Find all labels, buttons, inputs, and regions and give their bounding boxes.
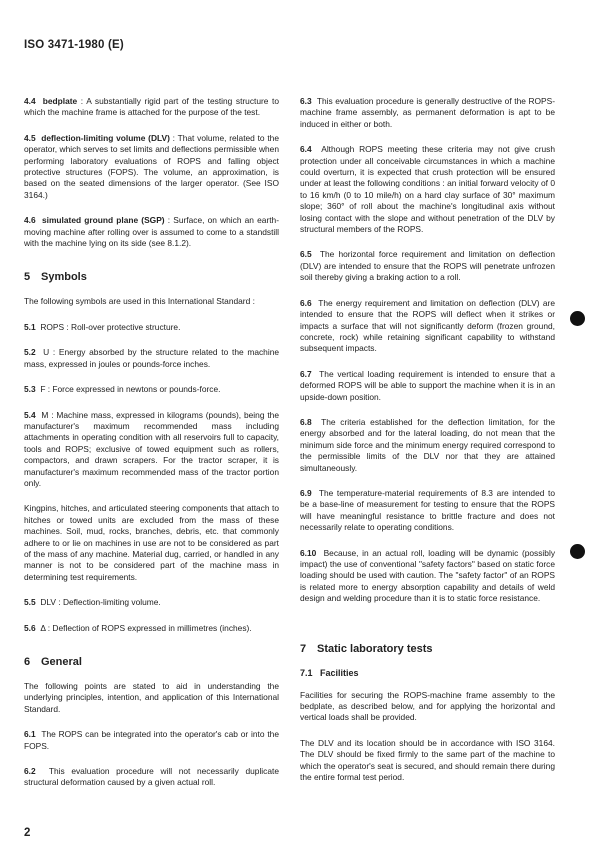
clause-number: 6.3 <box>300 96 312 106</box>
paragraph <box>24 623 279 634</box>
section-heading <box>24 271 279 283</box>
paragraph <box>300 298 555 355</box>
clause-text: The criteria established for the deflection limitation, for the energy absorbed and for the lateral loading, do not mean that the minimum side force and the minimum energy required correspond to the permissible limits of the DLV nor that they are attained simultaneously. <box>300 416 556 473</box>
paragraph <box>24 322 279 333</box>
margin-bullet-marker <box>570 544 585 559</box>
section-number: 5 <box>24 271 31 284</box>
paragraph <box>24 215 279 249</box>
clause-number: 6.9 <box>300 487 312 498</box>
clause-text: Because, in an actual roll, loading will be dynamic (possibly impact) the use of conventional "safety factors" based on static force loading should be used with caution. The "safety factor" of an ROPS is related more to energy absorption capability and details of weld design and welding procedure than it is to static force resistance. <box>300 547 556 604</box>
clause-text: : Surface, on which an earth-moving machine after rolling over is assumed to come to a standstill with the machine lying on its side (see 8.1.2). <box>24 215 280 249</box>
defined-term: deflection-limiting volume (DLV) <box>41 132 170 143</box>
clause-number: 5.2 <box>24 347 36 358</box>
section-title: Facilities <box>320 667 359 678</box>
paragraph <box>300 249 555 283</box>
document-header: ISO 3471-1980 (E) <box>24 39 124 51</box>
paragraph-text: Facilities for securing the ROPS-machine frame assembly to the bedplate, as described below, and for applying the horizontal and vertical loads shall be provided. <box>300 689 555 723</box>
page-number: 2 <box>24 827 31 839</box>
clause-text: F : Force expressed in newtons or pounds-force. <box>40 384 221 395</box>
defined-term: simulated ground plane (SGP) <box>42 215 165 226</box>
paragraph <box>300 96 555 130</box>
left-column <box>24 96 279 803</box>
paragraph <box>24 681 279 715</box>
clause-number: 5.3 <box>24 384 36 395</box>
clause-number: 6.7 <box>300 368 312 379</box>
clause-text: DLV : Deflection-limiting volume. <box>40 597 161 608</box>
paragraph <box>300 738 555 784</box>
paragraph-text: The following points are stated to aid in understanding the underlying principles, intention, and application of this International Standard. <box>24 681 279 714</box>
section-number: 7.1 <box>300 667 313 678</box>
clause-text: Although ROPS meeting these criteria may not give crush protection under all conceivable circumstances in which a machine could overturn, it is expected that crush protection will be ensured under at least the following conditions : an initial forward velocity of 0 to 16 km/h (0 to 10 mile/h) on a hard clay surface of 30° maximum slope; 360° of roll about the machine's longitudinal axis without losing contact with the slope and without penetration of the DLV by structural members of the ROPS. <box>300 144 556 235</box>
paragraph-text: The following symbols are used in this International Standard : <box>24 296 255 307</box>
paragraph <box>24 347 279 370</box>
paragraph <box>24 296 279 307</box>
paragraph <box>300 488 555 534</box>
clause-number: 6.1 <box>24 729 36 740</box>
spacer <box>300 627 555 635</box>
paragraph <box>300 369 555 403</box>
clause-text: This evaluation procedure is generally destructive of the ROPS-machine frame assembly, as permanent deformation is apt to be induced in either or both. <box>300 96 556 129</box>
clause-number: 4.4 <box>24 96 36 106</box>
clause-number: 6.10 <box>300 547 317 558</box>
clause-number: 5.4 <box>24 409 36 420</box>
clause-text: The energy requirement and limitation on deflection (DLV) are intended to ensure that the ROPS will deflect when it strikes or impacts a surface that will not significantly deform (frozen ground, concrete, rock) while retaining significant capability to withstand subsequent impacts. <box>300 297 555 354</box>
spacer <box>24 263 279 271</box>
paragraph <box>24 597 279 608</box>
paragraph <box>300 417 555 474</box>
section-heading <box>300 643 555 655</box>
section-number: 6 <box>24 656 31 668</box>
paragraph-text: Kingpins, hitches, and articulated steering components that attach to hitches or towed units are excluded from the mass of these machines. Soil, mud, rocks, branches, debris, etc. that commonly adhere to or lie on machines in use are not to be considered as part of the mass of any machine. Material dug, carried, or handled in any manner is not to be considered part of the machine mass in determining test requirements. <box>24 503 279 582</box>
clause-number: 4.6 <box>24 215 36 226</box>
clause-number: 6.2 <box>24 766 36 777</box>
clause-number: 6.4 <box>300 144 312 155</box>
clause-number: 5.5 <box>24 597 36 608</box>
section-title: General <box>41 656 82 668</box>
paragraph <box>24 503 279 583</box>
paragraph <box>24 729 279 752</box>
paragraph-text: The DLV and its location should be in accordance with ISO 3164. The DLV should be fixed firmly to the same part of the machine to which the operator's seat is secured, and should remain there during the entire formal test period. <box>300 737 555 783</box>
clause-number: 6.5 <box>300 249 312 260</box>
clause-text: U : Energy absorbed by the structure related to the machine mass, expressed in joules or pounds-force inches. <box>24 347 280 369</box>
clause-text: ROPS : Roll-over protective structure. <box>40 321 181 332</box>
paragraph <box>300 144 555 235</box>
defined-term: bedplate <box>42 96 78 106</box>
clause-text: : A substantially rigid part of the testing structure to which the machine frame is attached for the purpose of the test. <box>24 96 280 118</box>
clause-number: 4.5 <box>24 132 36 143</box>
section-title: Static laboratory tests <box>317 642 433 655</box>
section-number: 7 <box>300 642 307 655</box>
clause-text: This evaluation procedure will not necessarily duplicate structural deformation caused by a given actual roll. <box>24 766 279 788</box>
clause-number: 6.6 <box>300 297 312 308</box>
clause-text: Δ : Deflection of ROPS expressed in millimetres (inches). <box>40 622 252 633</box>
clause-number: 6.8 <box>300 416 312 427</box>
section-heading <box>300 668 555 678</box>
paragraph <box>24 766 279 789</box>
clause-number: 5.1 <box>24 321 36 332</box>
clause-number: 5.6 <box>24 622 36 633</box>
paragraph <box>24 96 279 119</box>
margin-bullet-marker <box>570 311 585 326</box>
clause-text: The ROPS can be integrated into the operator's cab or into the FOPS. <box>24 729 279 751</box>
paragraph <box>24 410 279 490</box>
right-column <box>300 96 555 797</box>
section-title: Symbols <box>41 271 87 284</box>
clause-text: M : Machine mass, expressed in kilograms (pounds), being the manufacturer's maximum recommended mass including attachments in operating condition with all reservoirs full to capacity, tools and ROPS; exclusive of towed equipment such as rollers, compactors, and drawn scrapers. For the tractor scraper, it is manufacturer's maximum recommended mass of the tractor portion only. <box>24 409 279 488</box>
spacer <box>300 635 555 643</box>
paragraph <box>300 548 555 605</box>
paragraph <box>300 690 555 724</box>
spacer <box>300 619 555 627</box>
section-heading <box>24 656 279 668</box>
clause-text: The vertical loading requirement is intended to ensure that a deformed ROPS will be able to support the machine when it is in an upside-down position. <box>300 368 555 402</box>
clause-text: The temperature-material requirements of 8.3 are intended to be a base-line of measurement for testing to ensure that the ROPS will have meaningful resistance to brittle fracture and does not necessarily relate to operating conditions. <box>300 487 555 533</box>
paragraph <box>24 133 279 201</box>
clause-text: The horizontal force requirement and limitation on deflection (DLV) are intended to ensure that the ROPS will penetrate unfrozen soil thereby giving a braking action to a roll. <box>300 249 555 283</box>
clause-text: : That volume, related to the operator, which serves to set limits and deflections permissible when performing laboratory evaluations of ROPS and falling object protective structures (FOPS). The volume, an approximation, is based on the seated dimensions of the larger operator. (See ISO 3164.) <box>24 132 279 200</box>
spacer <box>24 648 279 656</box>
paragraph <box>24 384 279 395</box>
